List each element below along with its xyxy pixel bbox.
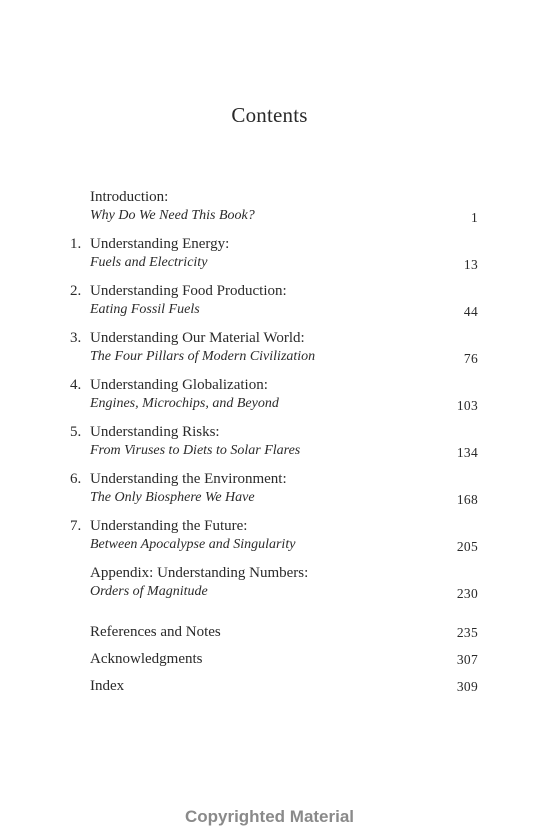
page-number: 1 [470, 210, 478, 225]
chapter-subtitle: Eating Fossil Fuels [90, 302, 200, 317]
chapter-subtitle: From Viruses to Diets to Solar Flares [90, 443, 301, 458]
chapter-number: 5. [70, 424, 82, 440]
toc-entry-chapter-2[interactable] [0, 281, 539, 325]
page-number: 103 [456, 398, 478, 413]
back-matter-title: Index [90, 678, 125, 694]
toc-entry-introduction[interactable] [0, 187, 539, 231]
chapter-number: 4. [70, 377, 82, 393]
chapter-subtitle: Between Apocalypse and Singularity [90, 537, 296, 552]
chapter-number: 2. [70, 283, 82, 299]
page-number: 134 [456, 445, 478, 460]
toc-entry-chapter-1[interactable] [0, 234, 539, 278]
chapter-title: Appendix: Understanding Numbers: [90, 565, 309, 581]
toc-entry-chapter-3[interactable] [0, 328, 539, 372]
chapter-title: Understanding the Future: [90, 518, 248, 534]
chapter-subtitle: Orders of Magnitude [90, 584, 208, 599]
chapter-number: 3. [70, 330, 82, 346]
page-number: 13 [463, 257, 478, 272]
chapter-title: Understanding Globalization: [90, 377, 268, 393]
chapter-subtitle: The Four Pillars of Modern Civilization [90, 349, 316, 364]
page-number: 76 [463, 351, 478, 366]
toc-entry-acknowledgments[interactable] [0, 649, 539, 669]
page-number: 230 [456, 586, 478, 601]
chapter-number: 7. [70, 518, 82, 534]
toc-entry-chapter-7[interactable] [0, 516, 539, 560]
chapter-title: Understanding the Environment: [90, 471, 287, 487]
chapter-number: 1. [70, 236, 82, 252]
page-number: 307 [456, 652, 478, 667]
page-number: 309 [456, 679, 478, 694]
chapter-title: Understanding Risks: [90, 424, 220, 440]
chapter-title: Introduction: [90, 189, 169, 205]
chapter-title: Understanding Food Production: [90, 283, 287, 299]
toc-entry-chapter-6[interactable] [0, 469, 539, 513]
page-number: 168 [456, 492, 478, 507]
toc-entry-appendix[interactable] [0, 563, 539, 607]
chapter-subtitle: The Only Biosphere We Have [90, 490, 255, 505]
chapter-subtitle: Engines, Microchips, and Beyond [90, 396, 279, 411]
chapter-subtitle: Fuels and Electricity [90, 255, 208, 270]
page-number: 235 [456, 625, 478, 640]
page-title: Contents [231, 103, 308, 127]
chapter-title: Understanding Our Material World: [90, 330, 305, 346]
toc-entry-references[interactable] [0, 622, 539, 642]
page-number: 44 [463, 304, 478, 319]
toc-entry-chapter-4[interactable] [0, 375, 539, 419]
page-number: 205 [456, 539, 478, 554]
toc-entry-index[interactable] [0, 676, 539, 696]
chapter-subtitle: Why Do We Need This Book? [90, 208, 255, 223]
chapter-title: Understanding Energy: [90, 236, 230, 252]
toc-entry-chapter-5[interactable] [0, 422, 539, 466]
copyright-footer: Copyrighted Material [184, 807, 355, 826]
back-matter-title: References and Notes [90, 624, 221, 640]
chapter-number: 6. [70, 471, 82, 487]
back-matter-title: Acknowledgments [90, 651, 203, 667]
